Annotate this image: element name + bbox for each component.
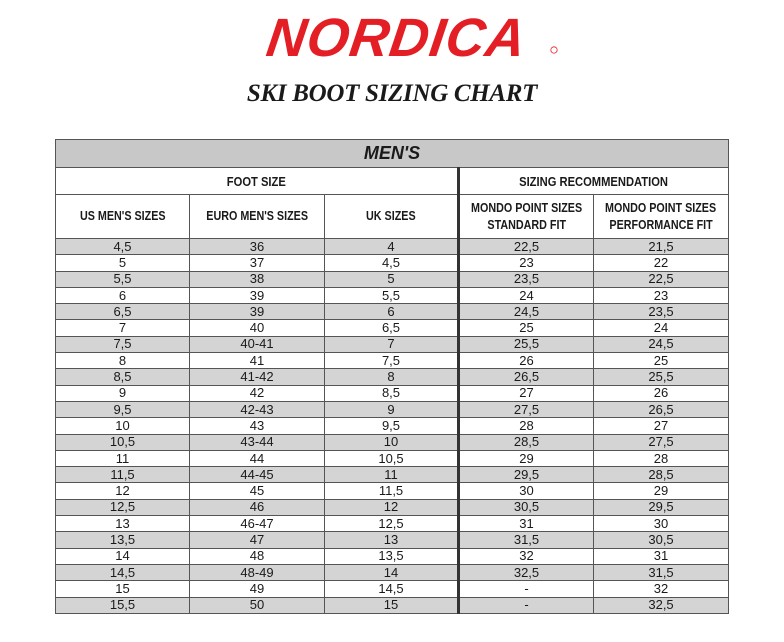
table-row [56, 320, 729, 336]
table-row [56, 581, 729, 597]
table-cell: 27,5 [459, 401, 594, 417]
section-header-mens: MEN'S [56, 140, 729, 168]
table-cell: 23,5 [594, 304, 729, 320]
table-cell: 43 [190, 418, 325, 434]
table-cell: 31,5 [459, 532, 594, 548]
table-cell: 6 [56, 287, 190, 303]
table-row [56, 255, 729, 271]
table-cell: 41 [190, 353, 325, 369]
table-cell: 25,5 [459, 336, 594, 352]
table-cell: 10 [325, 434, 459, 450]
table-cell: 13 [325, 532, 459, 548]
table-cell: - [459, 597, 594, 613]
table-cell: 44 [190, 450, 325, 466]
group-header-foot-size: FOOT SIZE [56, 168, 459, 195]
table-cell: 43-44 [190, 434, 325, 450]
table-cell: 24,5 [594, 336, 729, 352]
table-cell: 4 [325, 239, 459, 255]
table-cell: 13,5 [325, 548, 459, 564]
table-row [56, 287, 729, 303]
table-row [56, 304, 729, 320]
table-cell: 38 [190, 271, 325, 287]
table-cell: 50 [190, 597, 325, 613]
sizing-table [55, 139, 729, 614]
table-row [56, 336, 729, 352]
table-cell: 11 [325, 467, 459, 483]
svg-text:NORDICA: NORDICA [263, 8, 531, 68]
table-cell: 30 [594, 516, 729, 532]
table-cell: 41-42 [190, 369, 325, 385]
column-header-mondo-standard-fit: MONDO POINT SIZES STANDARD FIT [459, 195, 594, 239]
table-cell: 23,5 [459, 271, 594, 287]
table-row [56, 499, 729, 515]
table-cell: 32 [459, 548, 594, 564]
table-row [56, 239, 729, 255]
table-cell: 24 [594, 320, 729, 336]
table-cell: 14,5 [56, 564, 190, 580]
table-cell: 22,5 [459, 239, 594, 255]
table-cell: 25 [459, 320, 594, 336]
table-cell: 7,5 [325, 353, 459, 369]
table-cell: 44-45 [190, 467, 325, 483]
table-cell: 29,5 [459, 467, 594, 483]
table-row [56, 564, 729, 580]
table-cell: 14 [325, 564, 459, 580]
table-cell: 12 [56, 483, 190, 499]
table-cell: 24,5 [459, 304, 594, 320]
table-cell: 28 [594, 450, 729, 466]
table-cell: 27 [459, 385, 594, 401]
table-cell: 5,5 [56, 271, 190, 287]
table-cell: 12 [325, 499, 459, 515]
table-cell: 23 [594, 287, 729, 303]
table-row [56, 353, 729, 369]
table-cell: 9,5 [56, 401, 190, 417]
table-cell: 8 [325, 369, 459, 385]
table-cell: 12,5 [325, 516, 459, 532]
table-row [56, 532, 729, 548]
table-cell: 30 [459, 483, 594, 499]
table-cell: 46 [190, 499, 325, 515]
table-cell: 14,5 [325, 581, 459, 597]
table-row [56, 548, 729, 564]
table-cell: 47 [190, 532, 325, 548]
table-cell: 5 [325, 271, 459, 287]
table-row [56, 401, 729, 417]
table-cell: 6 [325, 304, 459, 320]
table-cell: 48 [190, 548, 325, 564]
table-cell: 7,5 [56, 336, 190, 352]
table-cell: 39 [190, 287, 325, 303]
table-cell: 25 [594, 353, 729, 369]
table-cell: 42-43 [190, 401, 325, 417]
table-cell: 10,5 [56, 434, 190, 450]
table-cell: 31 [459, 516, 594, 532]
table-cell: 31,5 [594, 564, 729, 580]
table-cell: 21,5 [594, 239, 729, 255]
page-title: SKI BOOT SIZING CHART [246, 80, 538, 107]
table-cell: 6,5 [325, 320, 459, 336]
table-cell: 49 [190, 581, 325, 597]
table-cell: 11,5 [56, 467, 190, 483]
column-header-euro-mens-sizes: EURO MEN'S SIZES [190, 195, 325, 239]
table-cell: 9 [325, 401, 459, 417]
table-cell: 25,5 [594, 369, 729, 385]
table-cell: 5 [56, 255, 190, 271]
table-row [56, 434, 729, 450]
table-cell: 45 [190, 483, 325, 499]
table-cell: 28,5 [459, 434, 594, 450]
table-row [56, 385, 729, 401]
table-cell: 32,5 [594, 597, 729, 613]
registered-mark-icon [551, 47, 557, 53]
table-cell: 10,5 [325, 450, 459, 466]
table-cell: 7 [56, 320, 190, 336]
table-cell: 8 [56, 353, 190, 369]
table-cell: 9,5 [325, 418, 459, 434]
table-cell: 39 [190, 304, 325, 320]
table-cell: 37 [190, 255, 325, 271]
table-row [56, 271, 729, 287]
column-header-mondo-performance-fit: MONDO POINT SIZES PERFORMANCE FIT [594, 195, 729, 239]
table-cell: 8,5 [56, 369, 190, 385]
table-cell: 23 [459, 255, 594, 271]
column-header-uk-sizes: UK SIZES [325, 195, 459, 239]
table-cell: 36 [190, 239, 325, 255]
table-row [56, 483, 729, 499]
table-row [56, 467, 729, 483]
table-cell: 30,5 [459, 499, 594, 515]
table-cell: 10 [56, 418, 190, 434]
table-cell: 26 [594, 385, 729, 401]
table-cell: 28 [459, 418, 594, 434]
table-cell: 40 [190, 320, 325, 336]
table-cell: 46-47 [190, 516, 325, 532]
table-cell: 24 [459, 287, 594, 303]
table-cell: 48-49 [190, 564, 325, 580]
table-cell: 28,5 [594, 467, 729, 483]
table-cell: 26,5 [594, 401, 729, 417]
table-cell: 42 [190, 385, 325, 401]
table-cell: 6,5 [56, 304, 190, 320]
nordica-logo [232, 4, 562, 68]
table-row [56, 450, 729, 466]
table-cell: 4,5 [325, 255, 459, 271]
table-cell: 32 [594, 581, 729, 597]
table-cell: 29 [459, 450, 594, 466]
table-cell: 27 [594, 418, 729, 434]
table-cell: 13 [56, 516, 190, 532]
table-cell: 27,5 [594, 434, 729, 450]
table-cell: 32,5 [459, 564, 594, 580]
table-cell: 22 [594, 255, 729, 271]
table-row [56, 418, 729, 434]
table-cell: 4,5 [56, 239, 190, 255]
table-row [56, 516, 729, 532]
table-cell: 29,5 [594, 499, 729, 515]
table-cell: 5,5 [325, 287, 459, 303]
table-cell: 8,5 [325, 385, 459, 401]
table-cell: 40-41 [190, 336, 325, 352]
table-row [56, 369, 729, 385]
table-cell: 22,5 [594, 271, 729, 287]
table-cell: 9 [56, 385, 190, 401]
table-cell: 13,5 [56, 532, 190, 548]
table-cell: 26 [459, 353, 594, 369]
table-cell: 31 [594, 548, 729, 564]
column-header-us-mens-sizes: US MEN'S SIZES [56, 195, 190, 239]
table-cell: 26,5 [459, 369, 594, 385]
table-cell: 11 [56, 450, 190, 466]
table-cell: 15 [325, 597, 459, 613]
table-cell: - [459, 581, 594, 597]
table-cell: 14 [56, 548, 190, 564]
table-cell: 7 [325, 336, 459, 352]
group-header-sizing-recommendation: SIZING RECOMMENDATION [459, 168, 729, 195]
table-cell: 30,5 [594, 532, 729, 548]
table-cell: 15,5 [56, 597, 190, 613]
table-cell: 29 [594, 483, 729, 499]
table-cell: 12,5 [56, 499, 190, 515]
table-cell: 15 [56, 581, 190, 597]
table-row [56, 597, 729, 613]
table-cell: 11,5 [325, 483, 459, 499]
